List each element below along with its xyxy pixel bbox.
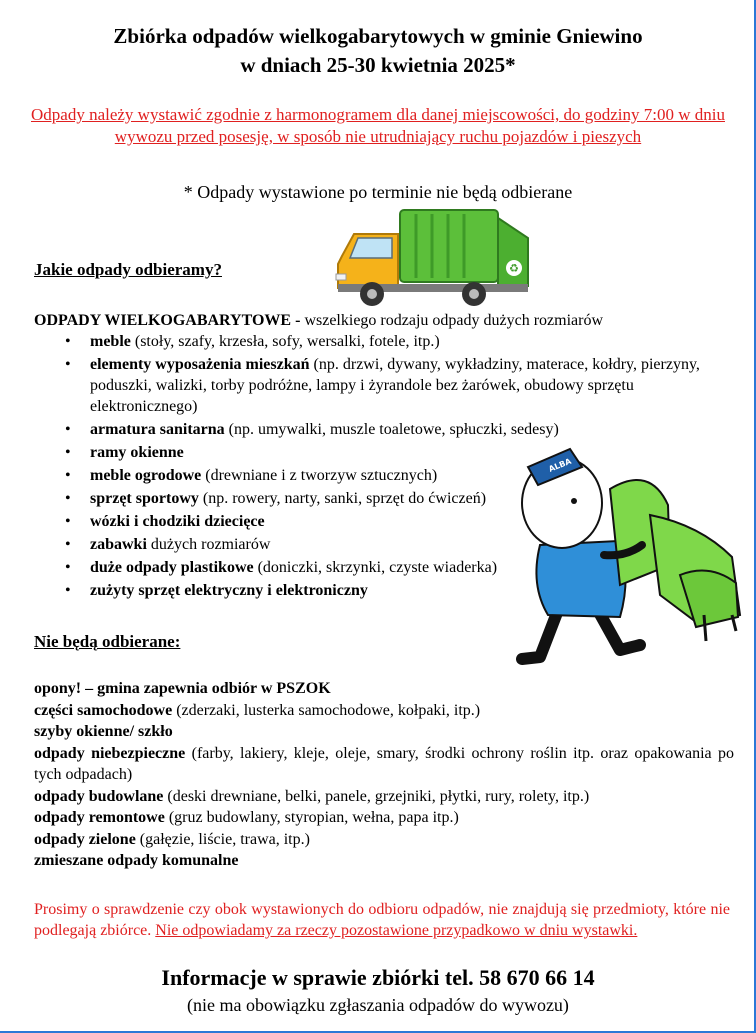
item-name: odpady zielone <box>34 830 136 848</box>
list-item <box>34 678 734 700</box>
item-details: dużych rozmiarów <box>146 536 271 553</box>
mascot-carrying-armchair-illustration <box>500 445 745 685</box>
item-name: sprzęt sportowy <box>90 490 199 507</box>
item-details: (farby, lakiery, kleje, oleje, smary, środki ochrony roślin itp. oraz opakowania po tych odpadach) <box>34 744 735 783</box>
item-name: odpady remontowe <box>34 809 165 826</box>
item-details: (zderzaki, lusterka samochodowe, kołpaki, itp.) <box>172 701 481 719</box>
excluded-heading: Nie będą odbierane: <box>34 632 181 651</box>
responsibility-notice <box>34 899 730 941</box>
item-details: (drewniane i z tworzyw sztucznych) <box>201 467 438 484</box>
deadline-note: * Odpady wystawione po terminie nie będą odbierane <box>183 182 573 202</box>
item-name: szyby okienne/ szkło <box>34 723 173 740</box>
accepted-intro <box>34 310 734 331</box>
item-name: meble ogrodowe <box>90 467 202 484</box>
mascot-cap-text: ALBA <box>547 456 573 474</box>
list-item <box>34 850 734 872</box>
contact-info: Informacje w sprawie zbiórki tel. 58 670 66 14 <box>161 965 595 990</box>
intro-description: wszelkiego rodzaju odpady dużych rozmiarów <box>300 312 603 329</box>
item-name: armatura sanitarna <box>90 421 225 438</box>
item-details: (doniczki, skrzynki, czyste wiaderka) <box>253 559 498 576</box>
item-name: duże odpady plastikowe <box>90 559 254 576</box>
svg-text:♻: ♻ <box>509 262 519 275</box>
item-name: wózki i chodziki dziecięce <box>90 513 265 530</box>
item-name: zmieszane odpady komunalne <box>34 852 239 869</box>
item-name: odpady budowlane <box>34 787 164 805</box>
item-details: (gruz budowlany, styropian, wełna, papa itp.) <box>164 809 459 826</box>
item-name: ramy okienne <box>90 444 184 461</box>
schedule-notice: Odpady należy wystawić zgodnie z harmonogramem dla danej miejscowości, do godziny 7:00 w dniu wywozu przed posesję, w sposób nie utrudniający ruchu pojazdów i pieszych <box>31 105 725 146</box>
item-details: (deski drewniane, belki, panele, grzejniki, płytki, rury, rolety, itp.) <box>163 787 590 805</box>
title-line-1: Zbiórka odpadów wielkogabarytowych w gminie Gniewino <box>113 24 643 48</box>
item-name: zabawki <box>90 536 147 553</box>
list-item <box>34 829 734 851</box>
item-details: (np. drzwi, dywany, wykładziny, materace, kołdry, pierzyny, poduszki, walizki, torby podróżne, lampy i żyrandole bez żarówek, obudowy sprzętu elektronicznego) <box>90 356 700 415</box>
liability-disclaimer: Nie odpowiadamy za rzeczy pozostawione przypadkowo w dniu wystawki. <box>155 922 638 939</box>
item-details: (stoły, szafy, krzesła, sofy, wersalki, fotele, itp.) <box>130 333 440 350</box>
list-item <box>34 807 734 829</box>
item-details: (np. umywalki, muszle toaletowe, spłuczki, sedesy) <box>224 421 559 438</box>
title-line-2: w dniach 25-30 kwietnia 2025* <box>240 53 516 77</box>
contact-note: (nie ma obowiązku zgłaszania odpadów do wywozu) <box>187 995 569 1015</box>
list-item <box>34 786 734 808</box>
intro-category: ODPADY WIELKOGABARYTOWE - <box>34 312 301 329</box>
list-item <box>62 419 732 440</box>
item-details: (np. rowery, narty, sanki, sprzęt do ćwiczeń) <box>198 490 487 507</box>
garbage-truck-icon <box>332 208 532 308</box>
item-name: zużyty sprzęt elektryczny i elektroniczny <box>90 582 368 599</box>
list-item <box>34 721 734 743</box>
accepted-heading: Jakie odpady odbieramy? <box>34 260 222 279</box>
list-item <box>34 743 734 786</box>
item-details: (gałęzie, liście, trawa, itp.) <box>135 830 310 848</box>
item-name: meble <box>90 333 131 350</box>
list-item <box>62 354 732 417</box>
item-name: części samochodowe <box>34 701 173 719</box>
list-item <box>62 331 732 352</box>
check-request-text: Prosimy o sprawdzenie czy obok wystawionych do odbioru odpadów, nie znajdują się przedmioty, które nie podlegają zbiórce. <box>34 901 730 939</box>
excluded-list <box>34 678 734 872</box>
list-item <box>34 700 734 722</box>
item-name: odpady niebezpieczne <box>34 744 186 762</box>
item-name: elementy wyposażenia mieszkań <box>90 356 310 373</box>
page-title <box>0 22 756 80</box>
item-name: opony! – gmina zapewnia odbiór w PSZOK <box>34 680 331 697</box>
